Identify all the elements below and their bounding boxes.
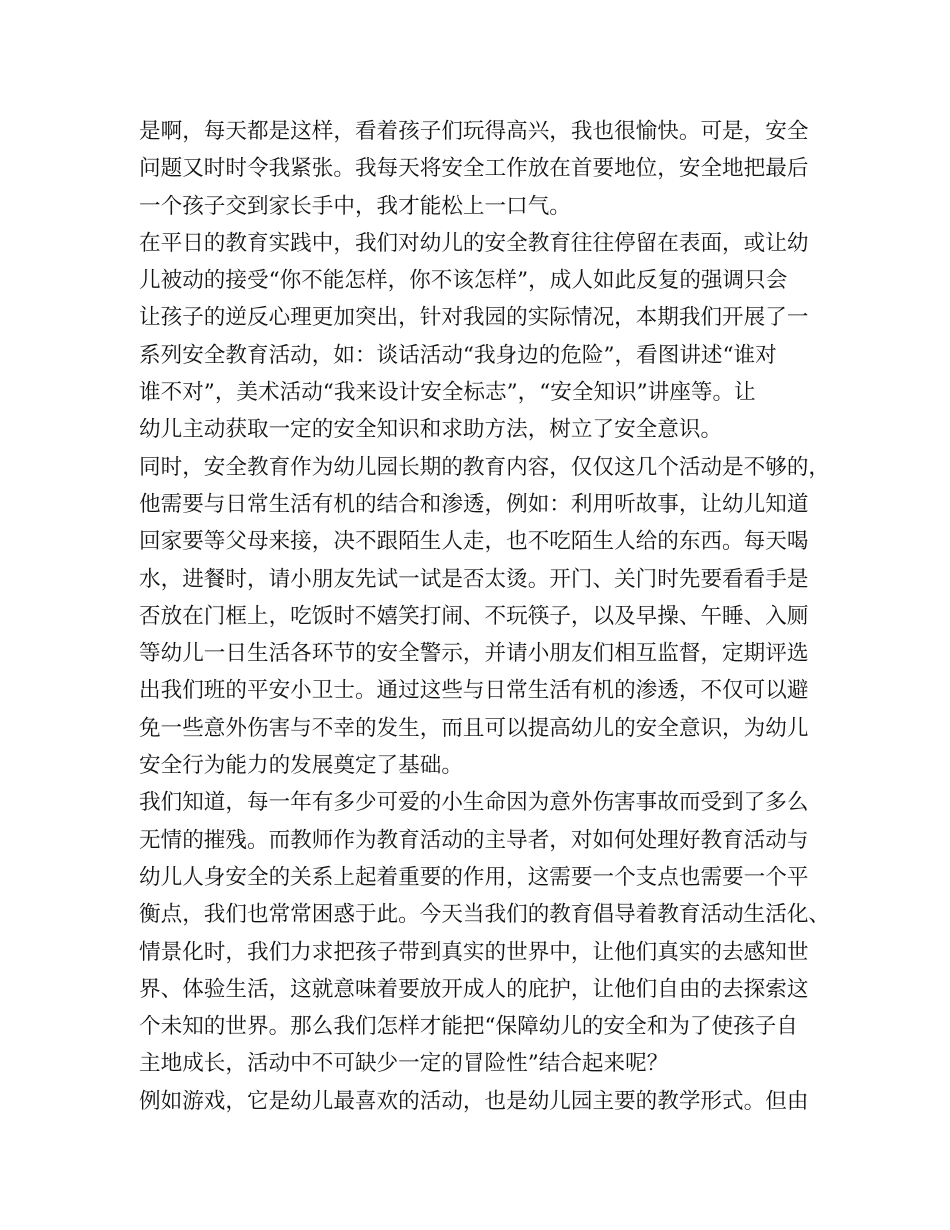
text-line: 水，进餐时，请小朋友先试一试是否太烫。开门、关门时先要看看手是 (139, 566, 809, 592)
text-line: 问题又时时令我紧张。我每天将安全工作放在首要地位，安全地把最后 (139, 156, 809, 182)
text-line: 他需要与日常生活有机的结合和渗透，例如：利用听故事，让幼儿知道 (139, 491, 809, 517)
text-line: 衡点，我们也常常困惑于此。今天当我们的教育倡导着教育活动生活化、 (139, 902, 831, 928)
text-line: 免一些意外伤害与不幸的发生，而且可以提高幼儿的安全意识，为幼儿 (139, 715, 809, 741)
text-line: 例如游戏，它是幼儿最喜欢的活动，也是幼儿园主要的教学形式。但由 (139, 1088, 809, 1114)
paragraph (139, 225, 829, 449)
paragraph (139, 113, 829, 225)
text-line: 出我们班的平安小卫士。通过这些与日常生活有机的渗透，不仅可以避 (139, 678, 809, 704)
text-line: 同时，安全教育作为幼儿园长期的教育内容，仅仅这几个活动是不够的， (139, 454, 831, 480)
text-line: 界、体验生活，这就意味着要放开成人的庇护，让他们自由的去探索这 (139, 976, 809, 1002)
text-line: 主地成长，活动中不可缺少一定的冒险性”结合起来呢？ (139, 1051, 669, 1077)
paragraph (139, 1083, 829, 1120)
text-line: 让孩子的逆反心理更加突出，针对我园的实际情况，本期我们开展了一 (139, 305, 809, 331)
text-line: 在平日的教育实践中，我们对幼儿的安全教育往往停留在表面，或让幼 (139, 230, 809, 256)
text-line: 幼儿人身安全的关系上起着重要的作用，这需要一个支点也需要一个平 (139, 864, 809, 890)
text-line: 等幼儿一日生活各环节的安全警示，并请小朋友们相互监督，定期评选 (139, 641, 809, 667)
text-line: 回家要等父母来接，决不跟陌生人走，也不吃陌生人给的东西。每天喝 (139, 529, 809, 555)
text-line: 情景化时，我们力求把孩子带到真实的世界中，让他们真实的去感知世 (139, 939, 809, 965)
text-line: 否放在门框上，吃饭时不嬉笑打闹、不玩筷子，以及早操、午睡、入厕 (139, 603, 809, 629)
text-line: 儿被动的接受“你不能怎样，你不该怎样”，成人如此反复的强调只会 (139, 268, 788, 294)
text-line: 幼儿主动获取一定的安全知识和求助方法，树立了安全意识。 (139, 417, 723, 443)
text-line: 安全行为能力的发展奠定了基础。 (139, 753, 463, 779)
text-line: 个未知的世界。那么我们怎样才能把“保障幼儿的安全和为了使孩子自 (139, 1014, 798, 1040)
text-line: 谁不对”，美术活动“我来设计安全标志”，“安全知识”讲座等。让 (139, 380, 756, 406)
document-body (139, 113, 829, 1120)
paragraph (139, 449, 829, 785)
text-line: 是啊，每天都是这样，看着孩子们玩得高兴，我也很愉快。可是，安全 (139, 119, 809, 144)
text-line: 一个孩子交到家长手中，我才能松上一口气。 (139, 193, 571, 219)
text-line: 系列安全教育活动，如：谈话活动“我身边的危险”，看图讲述“谁对 (139, 342, 777, 368)
text-line: 无情的摧残。而教师作为教育活动的主导者，对如何处理好教育活动与 (139, 827, 809, 853)
text-line: 我们知道，每一年有多少可爱的小生命因为意外伤害事故而受到了多么 (139, 790, 809, 816)
paragraph (139, 784, 829, 1082)
